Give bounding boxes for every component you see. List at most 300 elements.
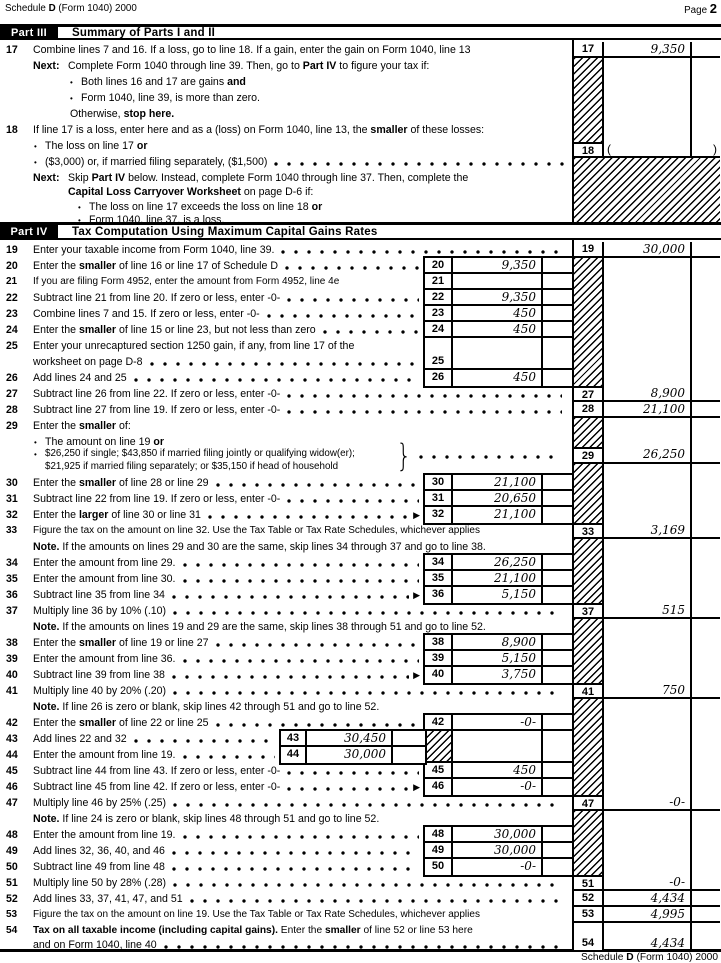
line-36-cents-box	[543, 587, 572, 603]
line-text-20: Enter the smaller of line 16 or line 17 of Schedule D	[33, 260, 278, 272]
column-gap	[574, 619, 720, 683]
line-54-amount-box	[604, 936, 692, 950]
line-38-number: 38	[425, 635, 453, 649]
form-line-17-otherwise	[70, 106, 572, 122]
line-30-number: 30	[425, 475, 453, 489]
line-text-24: Enter the smaller of line 15 or line 23, but not less than zero	[33, 324, 316, 336]
form-line-36	[6, 587, 423, 603]
dot-leader	[162, 937, 562, 953]
group-30-32	[423, 473, 574, 525]
dot-leader	[285, 386, 562, 402]
entry-row-line-25	[425, 338, 572, 370]
line-49-number: 49	[425, 843, 453, 857]
line-text-17-bullet-2: Form 1040, line 39, is more than zero.	[81, 92, 261, 104]
line-19-cents-box	[692, 242, 720, 256]
line-text-29-bullet-2: $26,250 if single; $43,850 if married filing jointly or qualifying widow(er);	[45, 448, 355, 459]
entry-row-line-47	[574, 795, 720, 811]
dot-leader	[285, 763, 419, 779]
line-text-note-38: Note. If the amounts on lines 19 and 29 are the same, skip lines 38 through 51 and go to line 52.	[33, 621, 486, 633]
line-text-37: Multiply line 36 by 10% (.10)	[33, 605, 167, 617]
group-43-44	[279, 729, 427, 765]
entry-row-line-32	[425, 507, 572, 523]
entry-row-line-28	[574, 402, 720, 418]
line-47-amount-box	[604, 795, 692, 809]
line-44-amount-box	[307, 747, 393, 763]
line-number-47: 47	[6, 797, 18, 809]
part4-title: Tax Computation Using Maximum Capital Gains Rates	[72, 225, 378, 238]
line-text-18-next: Skip Part IV below. Instead, complete Form 1040 through line 37. Then, complete the	[68, 172, 469, 184]
line-26-amount-box	[453, 370, 543, 386]
hatch-fill	[574, 699, 604, 795]
line-27-amount-box	[604, 386, 692, 400]
line-number-24: 24	[6, 324, 18, 336]
line-17-value: 9,350	[650, 42, 685, 56]
line-number-34: 34	[6, 557, 18, 569]
line-number-44: 44	[6, 749, 18, 761]
line-52-amount-box	[604, 891, 692, 905]
empty-amount-area	[453, 731, 543, 761]
line-text-50: Subtract line 49 from line 48	[33, 861, 165, 873]
line-54-number: 54	[574, 936, 604, 950]
line-28-value: 21,100	[643, 402, 685, 416]
form-line-29-3	[45, 459, 396, 475]
line-text-29-bullet-1: The amount on line 19 or	[45, 436, 164, 448]
line-49-cents-box	[543, 843, 572, 857]
entry-row-line-52	[574, 891, 720, 907]
page-label: Page	[684, 5, 708, 16]
dot-leader	[321, 322, 419, 338]
form-line-45	[6, 763, 423, 779]
line-52-cents-box	[692, 891, 720, 905]
line-number-22: 22	[6, 292, 18, 304]
line-20-number: 20	[425, 258, 453, 272]
dot-leader	[265, 306, 419, 322]
line-number-31: 31	[6, 493, 18, 505]
bullet-icon: •	[78, 203, 81, 212]
line-text-44: Enter the amount from line 19.	[33, 749, 176, 761]
line-32-number: 32	[425, 507, 453, 523]
form-line-53	[6, 907, 570, 923]
entry-row-line-51	[574, 875, 720, 891]
line-number-29: 29	[6, 420, 18, 432]
line-39-value: 5,150	[501, 651, 536, 665]
form-line-29	[6, 418, 572, 434]
dot-leader	[214, 475, 419, 491]
line-text-22: Subtract line 21 from line 20. If zero or less, enter -0-	[33, 292, 281, 304]
form-line-43	[6, 731, 279, 747]
line-32-value: 21,100	[494, 507, 536, 521]
form-line-22	[6, 290, 423, 306]
empty-amount-area	[604, 539, 692, 603]
line-21-number: 21	[425, 274, 453, 288]
line-number-51: 51	[6, 877, 18, 889]
line-38-value: 8,900	[501, 635, 536, 649]
line-text-25-2: worksheet on page D-8	[33, 356, 143, 368]
empty-cents-area	[692, 258, 720, 386]
form-line-17-bullet-1	[70, 74, 572, 90]
dot-leader	[132, 370, 419, 386]
form-line-34	[6, 555, 423, 571]
form-line-48	[6, 827, 423, 843]
line-52-number: 52	[574, 891, 604, 905]
entry-row-line-54	[574, 936, 720, 952]
entry-row-line-18	[574, 142, 720, 158]
line-text-27: Subtract line 26 from line 22. If zero or less, enter -0-	[33, 388, 281, 400]
line-35-cents-box	[543, 571, 572, 585]
line-19-value: 30,000	[643, 242, 685, 256]
line-25-amount-box	[453, 338, 543, 368]
entry-row-line-45	[425, 763, 572, 779]
line-number-50: 50	[6, 861, 18, 873]
line-text-52: Add lines 33, 37, 41, 47, and 51	[33, 893, 183, 905]
bullet-icon: •	[34, 142, 37, 151]
line-number-45: 45	[6, 765, 18, 777]
line-41-value: 750	[662, 683, 685, 697]
form-line-52	[6, 891, 566, 907]
dot-leader	[285, 402, 562, 418]
form-line-23	[6, 306, 423, 322]
line-45-value: 450	[513, 763, 536, 777]
form-line-38	[6, 635, 423, 651]
line-53-value: 4,995	[650, 907, 685, 921]
part3-title: Summary of Parts I and II	[72, 26, 216, 39]
page-number	[684, 1, 717, 16]
form-line-32	[6, 507, 423, 523]
line-33-number: 33	[574, 523, 604, 537]
dot-leader	[171, 603, 562, 619]
line-44-number: 44	[281, 747, 307, 763]
line-41-amount-box	[604, 683, 692, 697]
line-45-number: 45	[425, 763, 453, 777]
line-text-17-bullet-1: Both lines 16 and 17 are gains and	[81, 76, 246, 88]
form-line-39	[6, 651, 423, 667]
entry-row-line-44	[281, 747, 425, 763]
line-28-amount-box	[604, 402, 692, 416]
line-23-cents-box	[543, 306, 572, 320]
line-50-value: -0-	[520, 859, 536, 873]
line-number-40: 40	[6, 669, 18, 681]
entry-row-line-29	[574, 447, 720, 464]
entry-row-line-46	[425, 779, 572, 795]
line-text-21: If you are filing Form 4952, enter the amount from Form 4952, line 4e	[33, 276, 340, 287]
form-line-17-bullet-2	[70, 90, 572, 106]
empty-cents-area	[692, 418, 720, 447]
entry-row-line-48	[425, 827, 572, 843]
form-line-40	[6, 667, 423, 683]
arrowhead-icon: ▶	[413, 590, 420, 600]
line-34-value: 26,250	[494, 555, 536, 569]
line-text-17: Combine lines 7 and 16. If a loss, go to line 18. If a gain, enter the gain on Form 1040, line 13	[33, 44, 471, 56]
hatched-gap-row	[425, 731, 572, 763]
line-22-amount-box	[453, 290, 543, 304]
page-number-value: 2	[709, 1, 717, 16]
line-number-26: 26	[6, 372, 18, 384]
empty-amount-area	[604, 811, 692, 875]
empty-cents-area	[692, 699, 720, 795]
bullet-icon: •	[34, 438, 37, 447]
line-number-30: 30	[6, 477, 18, 489]
line-34-number: 34	[425, 555, 453, 569]
line-43-value: 30,450	[344, 731, 386, 745]
line-text-31: Subtract line 22 from line 19. If zero or less, enter -0-	[33, 493, 281, 505]
line-text-29: Enter the smaller of:	[33, 420, 131, 432]
line-number-39: 39	[6, 653, 18, 665]
hatch-fill	[574, 619, 604, 683]
dot-leader	[272, 154, 564, 170]
entry-row-line-19	[574, 242, 720, 258]
bullet-icon: •	[70, 78, 73, 87]
line-text-35: Enter the amount from line 30.	[33, 573, 176, 585]
line-number-48: 48	[6, 829, 18, 841]
line-45-amount-box	[453, 763, 543, 777]
line-33-amount-box	[604, 523, 692, 537]
column-gap	[574, 258, 720, 386]
line-41-cents-box	[692, 683, 720, 697]
dot-leader	[171, 875, 562, 891]
line-text-34: Enter the amount from line 29.	[33, 557, 176, 569]
hatch-fill	[574, 58, 604, 142]
line-50-amount-box	[453, 859, 543, 875]
line-number-41: 41	[6, 685, 18, 697]
line-number-25: 25	[6, 340, 18, 352]
line-27-value: 8,900	[650, 386, 685, 400]
dot-leader	[181, 651, 419, 667]
entry-row-line-40	[425, 667, 572, 683]
line-37-amount-box	[604, 603, 692, 617]
line-number-19: 19	[6, 244, 18, 256]
form-line-37	[6, 603, 566, 619]
form-line-18-bullet-1	[34, 138, 572, 154]
line-text-29-3: $21,925 if married filing separately; or $35,150 if head of household	[45, 461, 339, 472]
line-text-45: Subtract line 44 from line 43. If zero or less, enter -0-	[33, 765, 281, 777]
entry-row-line-37	[574, 603, 720, 619]
line-number-53: 53	[6, 909, 18, 920]
dot-leader	[417, 447, 560, 463]
line-26-cents-box	[543, 370, 572, 386]
arrowhead-icon: ▶	[413, 510, 420, 520]
page-header-title: Schedule D (Form 1040) 2000	[5, 3, 137, 14]
line-42-cents-box	[543, 715, 572, 729]
line-43-amount-box	[307, 731, 393, 745]
line-text-54: Tax on all taxable income (including capital gains). Enter the smaller of line 52 or line 53 here	[33, 925, 473, 936]
entry-row-line-20	[425, 258, 572, 274]
form-line-47	[6, 795, 566, 811]
entry-row-line-39	[425, 651, 572, 667]
dot-leader	[181, 747, 275, 763]
line-text-18-next-2: Capital Loss Carryover Worksheet on page D-6 if:	[68, 186, 314, 198]
line-text-26: Add lines 24 and 25	[33, 372, 127, 384]
curly-brace: }	[396, 438, 412, 474]
line-31-cents-box	[543, 491, 572, 505]
line-39-number: 39	[425, 651, 453, 665]
group-34-36	[423, 553, 574, 605]
line-text-18-bullet-4: Form 1040, line 37, is a loss.	[89, 214, 225, 226]
column-gap	[574, 418, 720, 447]
line-27-number: 27	[574, 386, 604, 400]
line-40-amount-box	[453, 667, 543, 683]
line-29-amount-box	[604, 447, 692, 462]
line-25-number: 25	[425, 338, 453, 368]
line-text-47: Multiply line 46 by 25% (.25)	[33, 797, 167, 809]
dot-leader	[148, 354, 419, 370]
form-line-20	[6, 258, 423, 274]
hatch-fill	[425, 731, 453, 761]
hatch-fill	[574, 258, 604, 386]
bullet-icon: •	[70, 94, 73, 103]
bullet-icon: •	[34, 450, 37, 459]
form-line-18-next-2	[68, 184, 572, 200]
line-23-number: 23	[425, 306, 453, 320]
line-text-18-bullet-2: ($3,000) or, if married filing separately, ($1,500)	[45, 156, 268, 168]
line-23-amount-box	[453, 306, 543, 320]
line-number-35: 35	[6, 573, 18, 585]
line-21-amount-box	[453, 274, 543, 288]
form-line-17-next	[33, 58, 572, 74]
column-gap	[574, 464, 720, 523]
line-number-32: 32	[6, 509, 18, 521]
form-line-24	[6, 322, 423, 338]
line-17-number: 17	[574, 42, 604, 56]
hatched-block	[574, 158, 720, 222]
line-54-cents-box	[692, 936, 720, 950]
line-24-number: 24	[425, 322, 453, 336]
line-29-cents-box	[692, 447, 720, 462]
line-text-51: Multiply line 50 by 28% (.28)	[33, 877, 167, 889]
line-46-cents-box	[543, 779, 572, 795]
form-line-44	[6, 747, 279, 763]
line-43-cents-box	[393, 731, 425, 745]
dot-leader	[206, 507, 409, 523]
empty-cents-area	[692, 923, 720, 936]
entry-row-line-24	[425, 322, 572, 338]
entry-row-line-27	[574, 386, 720, 402]
next-label: Next:	[33, 172, 60, 184]
entry-row-line-36	[425, 587, 572, 603]
line-44-cents-box	[393, 747, 425, 763]
blank-fill	[574, 923, 604, 936]
empty-amount-area	[604, 258, 692, 386]
empty-cents-area	[692, 58, 720, 142]
line-35-value: 21,100	[494, 571, 536, 585]
line-49-value: 30,000	[494, 843, 536, 857]
line-30-cents-box	[543, 475, 572, 489]
empty-amount-area	[604, 418, 692, 447]
dot-leader	[170, 587, 409, 603]
line-text-28: Subtract line 27 from line 19. If zero or less, enter -0-	[33, 404, 281, 416]
column-gap	[574, 58, 720, 142]
line-42-amount-box	[453, 715, 543, 729]
line-39-cents-box	[543, 651, 572, 665]
form-line-17	[6, 42, 572, 58]
line-18-number: 18	[574, 142, 604, 156]
line-20-value: 9,350	[501, 258, 536, 272]
dot-leader	[285, 491, 419, 507]
arrowhead-icon: ▶	[413, 782, 420, 792]
line-24-cents-box	[543, 322, 572, 336]
line-49-amount-box	[453, 843, 543, 857]
line-number-43: 43	[6, 733, 18, 745]
group-20-26	[423, 256, 574, 388]
part4-label: Part IV	[0, 225, 58, 238]
line-39-amount-box	[453, 651, 543, 665]
line-25-cents-box	[543, 338, 572, 368]
line-33-cents-box	[692, 523, 720, 537]
line-number-42: 42	[6, 717, 18, 729]
part3-header	[0, 24, 721, 40]
line-23-value: 450	[513, 306, 536, 320]
entry-row-line-23	[425, 306, 572, 322]
line-18-amount-box	[604, 142, 692, 156]
form-line-49	[6, 843, 423, 859]
dot-leader	[285, 779, 409, 795]
form-line-54-2	[33, 937, 566, 953]
entry-row-line-38	[425, 635, 572, 651]
entry-row-line-26	[425, 370, 572, 386]
line-31-value: 20,650	[494, 491, 536, 505]
line-number-54: 54	[6, 925, 18, 936]
line-text-18-bullet-3: The loss on line 17 exceeds the loss on line 18 or	[89, 201, 323, 213]
line-31-amount-box	[453, 491, 543, 505]
line-number-37: 37	[6, 605, 18, 617]
entry-row-line-50	[425, 859, 572, 875]
line-19-number: 19	[574, 242, 604, 256]
open-paren: (	[607, 142, 611, 156]
line-number-20: 20	[6, 260, 18, 272]
line-text-42: Enter the smaller of line 22 or line 25	[33, 717, 209, 729]
next-label: Next:	[33, 60, 60, 72]
line-42-number: 42	[425, 715, 453, 729]
form-line-51	[6, 875, 566, 891]
line-36-number: 36	[425, 587, 453, 603]
entry-row-line-34	[425, 555, 572, 571]
line-40-value: 3,750	[501, 667, 536, 681]
line-22-number: 22	[425, 290, 453, 304]
line-28-cents-box	[692, 402, 720, 416]
dot-leader	[188, 891, 562, 907]
close-paren: )	[713, 142, 717, 156]
form-line-28	[6, 402, 566, 418]
form-line-29-leader	[412, 447, 564, 463]
arrowhead-icon: ▶	[413, 670, 420, 680]
line-51-cents-box	[692, 875, 720, 889]
line-text-54-2: and on Form 1040, line 40	[33, 939, 157, 951]
line-text-note-42: Note. If line 26 is zero or blank, skip lines 42 through 51 and go to line 52.	[33, 701, 380, 713]
line-18-cents-box	[692, 142, 720, 156]
form-line-41	[6, 683, 566, 699]
entry-row-line-35	[425, 571, 572, 587]
entry-row-line-41	[574, 683, 720, 699]
form-line-25	[6, 338, 423, 354]
line-46-value: -0-	[520, 779, 536, 793]
line-19-amount-box	[604, 242, 692, 256]
column-gap	[574, 539, 720, 603]
entry-row-line-33	[574, 523, 720, 539]
line-29-number: 29	[574, 447, 604, 462]
dot-leader	[170, 843, 419, 859]
line-41-number: 41	[574, 683, 604, 697]
line-20-amount-box	[453, 258, 543, 272]
column-gap	[574, 923, 720, 936]
line-24-amount-box	[453, 322, 543, 336]
line-22-cents-box	[543, 290, 572, 304]
line-text-note-48: Note. If line 24 is zero or blank, skip lines 48 through 51 and go to line 52.	[33, 813, 380, 825]
line-number-49: 49	[6, 845, 18, 857]
line-21-cents-box	[543, 274, 572, 288]
form-line-27	[6, 386, 566, 402]
dot-leader	[181, 827, 419, 843]
line-31-number: 31	[425, 491, 453, 505]
line-47-value: -0-	[669, 795, 685, 809]
